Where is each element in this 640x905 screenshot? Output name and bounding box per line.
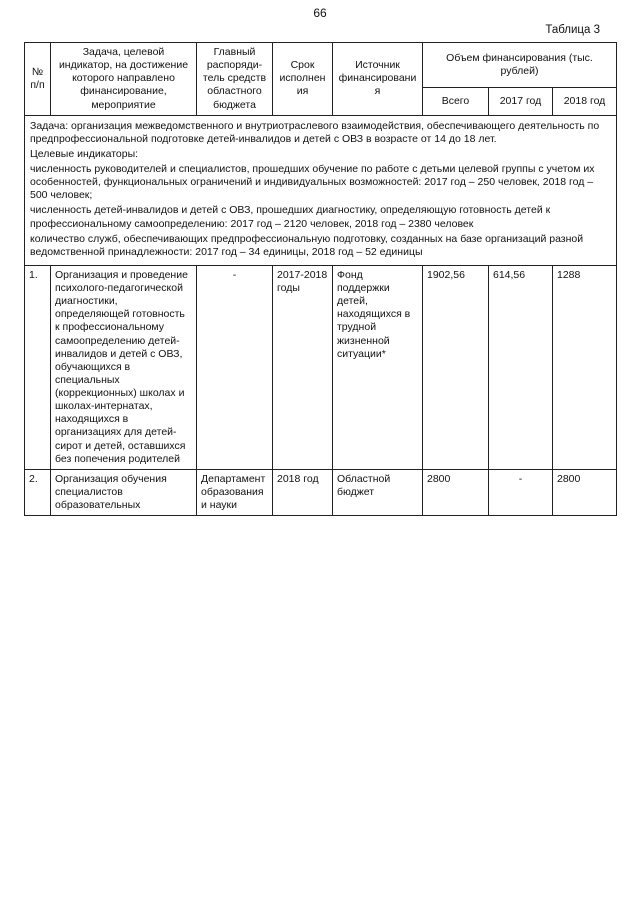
header-source: Источник финансирования [333,43,423,116]
row-total: 1902,56 [423,265,489,469]
indicator-3: количество служб, обеспечивающих предпрофессиональную подготовку, созданных на базе организаций разной ведомственной принадлежности: 2017 год – 34 единицы, 2018 год – 52 единицы [30,232,584,258]
table-label: Таблица 3 [545,24,600,36]
header-funding-group: Объем финансирования (тыс. рублей) [423,43,617,88]
table-row [25,265,617,469]
task-text: Задача: организация межведомственного и внутриотраслевого взаимодействия, обеспечивающего деятельность по предпрофессиональной подготовке детей-инвалидов и детей с ОВЗ в возрасте от 14 до 18 лет. [30,119,600,145]
header-manager: Главный распоряди-тель средств областного бюджета [197,43,273,116]
row-source: Областной бюджет [333,469,423,515]
header-task: Задача, целевой индикатор, на достижение которого направлено финансирование, мероприятие [51,43,197,116]
row-2017: 614,56 [489,265,553,469]
indicators-title: Целевые индикаторы: [30,147,139,160]
row-activity: Организация и проведение психолого-педагогической диагностики, определяющей готовность к профессиональному самоопределению детей-инвалидов и детей с ОВЗ, обучающихся в специальных (коррекционных) школах и школах-интернатах, находящихся в организациях для детей-сирот и детей, оставшихся без попечения родителей [51,265,197,469]
header-num: № п/п [25,43,51,116]
header-term: Срок исполнения [273,43,333,116]
row-2017: - [489,469,553,515]
header-2017: 2017 год [489,88,553,115]
row-manager: - [197,265,273,469]
financing-table [24,42,617,516]
row-num: 2. [25,469,51,515]
row-term: 2017-2018 годы [273,265,333,469]
indicator-2: численность детей-инвалидов и детей с ОВЗ, прошедших диагностику, определяющую готовность детей к профессиональному самоопределению: 2017 год – 2120 человек, 2018 год – 2380 человек [30,204,551,230]
task-row [25,115,617,265]
task-cell [25,115,617,265]
indicator-1: численность руководителей и специалистов, прошедших обучение по работе с детьми целевой группы с учетом их особенностей, функциональных ограничений и индивидуальных возможностей: 2017 год – 250 человек, 2018 год – 500 человек; [30,163,595,202]
row-total: 2800 [423,469,489,515]
row-2018: 1288 [553,265,617,469]
row-num: 1. [25,265,51,469]
header-total: Всего [423,88,489,115]
row-source: Фонд поддержки детей, находящихся в трудной жизненной ситуации* [333,265,423,469]
table-row [25,469,617,515]
row-2018: 2800 [553,469,617,515]
page-number: 66 [313,6,327,20]
row-term: 2018 год [273,469,333,515]
header-2018: 2018 год [553,88,617,115]
financing-table-container [24,42,616,516]
row-manager: Департамент образования и науки [197,469,273,515]
row-activity: Организация обучения специалистов образовательных [51,469,197,515]
